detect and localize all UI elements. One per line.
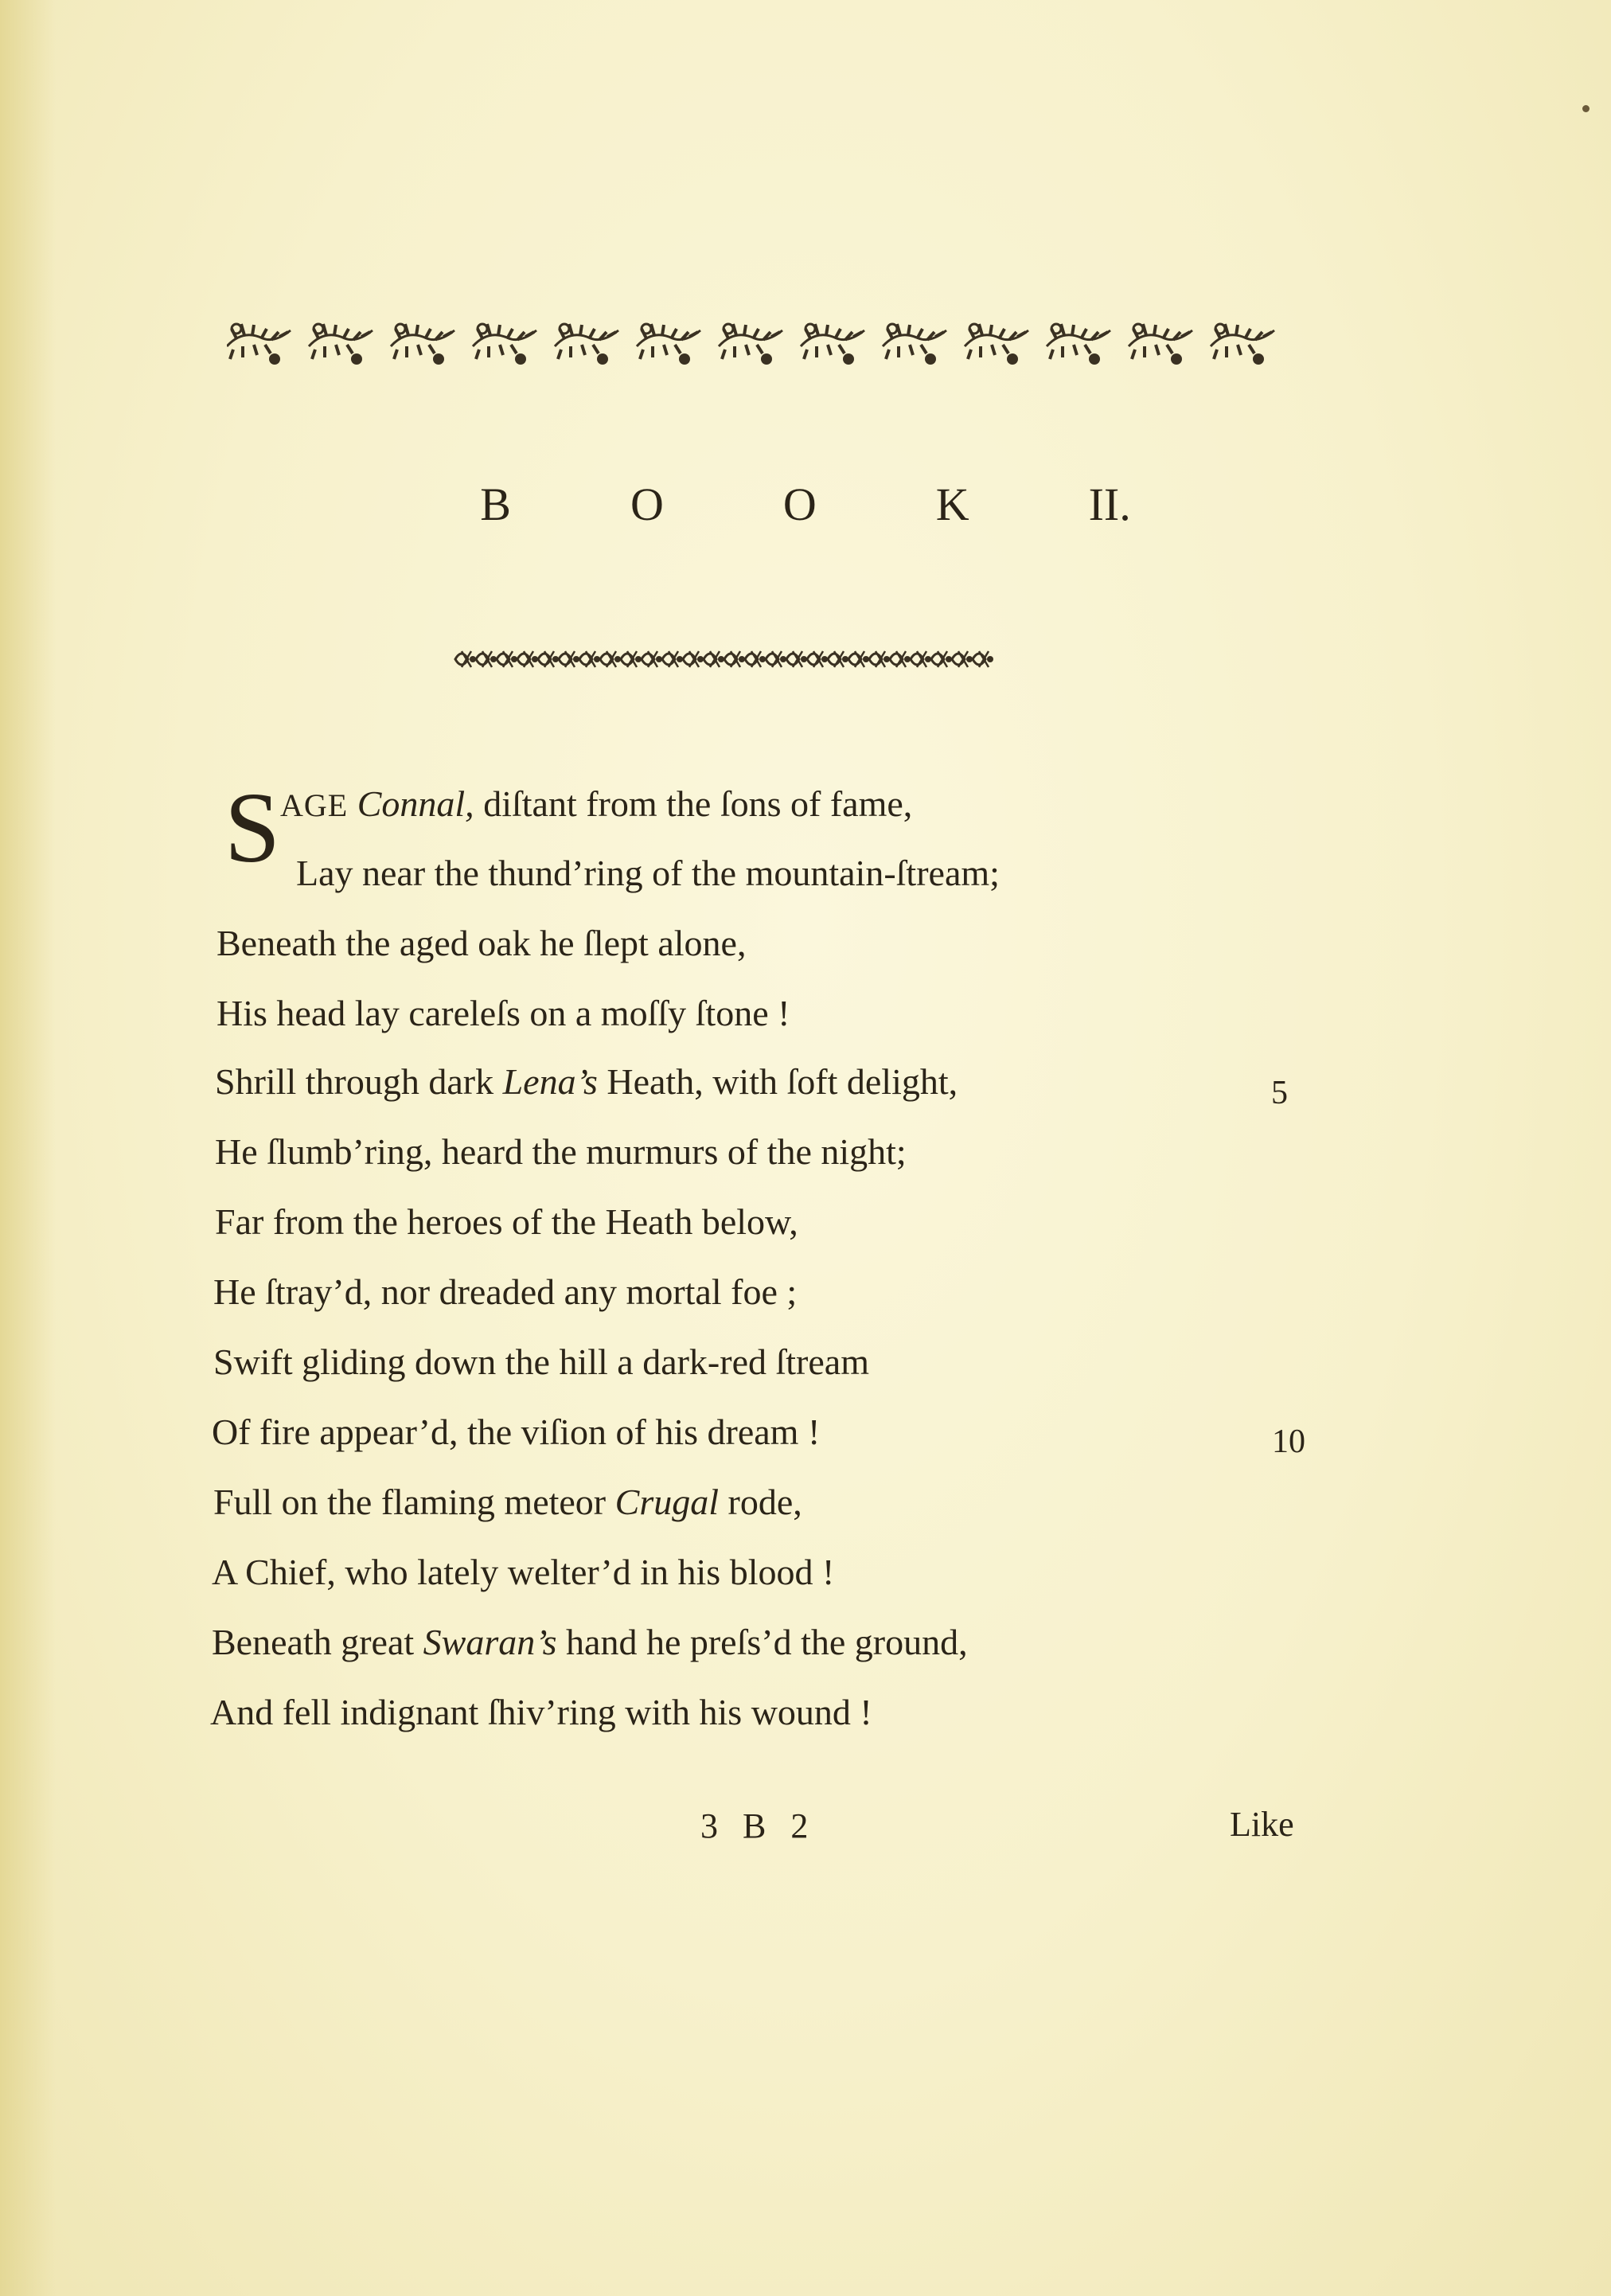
verse-line [215,1201,798,1242]
verse-text: Shrill through dark [215,1061,503,1102]
verse-text: rode, [719,1482,802,1522]
verse-text: His head lay careleſs on a moſſy ſtone ! [216,993,790,1033]
verse-line [215,1061,958,1102]
heading-letter: O [782,478,817,530]
verse-text: diſtant from the ſons of fame, [483,783,913,824]
verse-line [212,1414,820,1451]
verse-line [213,1271,798,1312]
verse-line [212,1554,834,1591]
verse-text: And fell indignant ſhiv’ring with his wound ! [210,1692,872,1732]
italic-name: Swaran’s [423,1622,557,1662]
verse-text: Swift gliding down the hill a dark-red ſtream [213,1341,869,1382]
verse-line [213,1484,802,1521]
verse-text: Full on the flaming meteor [213,1482,615,1522]
italic-name: Lena’s [502,1061,598,1102]
verse-line [296,855,1000,892]
verse-line [215,1131,907,1172]
line-number: 5 [1271,1075,1288,1111]
heading-numeral: II. [1088,478,1131,530]
verse-text: He ſlumb’ring, heard the murmurs of the night; [215,1131,907,1172]
heading-letter: B [480,478,511,530]
catchword: Like [1230,1805,1294,1844]
verse-text: hand he preſs’d the ground, [556,1622,968,1662]
verse-text: Of fire appear’d, the viſion of his dream ! [212,1412,821,1452]
verse-text: Far from the heroes of the Heath below, [215,1201,798,1242]
italic-name: Connal, [357,783,474,824]
drop-capital: S [224,773,281,884]
verse-line [212,1624,968,1661]
verse-line [280,783,913,824]
verse-line [213,1341,869,1382]
heading-letter: O [630,478,664,530]
verse-line [216,925,746,962]
verse-text: He ſtray’d, nor dreaded any mortal foe ; [213,1271,798,1312]
italic-name: Crugal [614,1482,720,1522]
line-number: 10 [1272,1423,1305,1460]
verse-text: Heath, with ſoft delight, [597,1061,958,1102]
verse-line [210,1694,872,1731]
small-caps-opening: AGE [280,787,349,823]
verse-text: Beneath the aged oak he ſlept alone, [216,923,747,963]
signature-mark: 3 B 2 [700,1806,817,1845]
verse-line [216,995,790,1032]
heading-letter: K [935,478,969,530]
verse-text: Beneath great [212,1622,423,1662]
verse-text: A Chief, who lately welter’d in his blood ! [212,1552,835,1592]
verse-text: Lay near the thund’ring of the mountain-ſtream; [296,853,1000,893]
